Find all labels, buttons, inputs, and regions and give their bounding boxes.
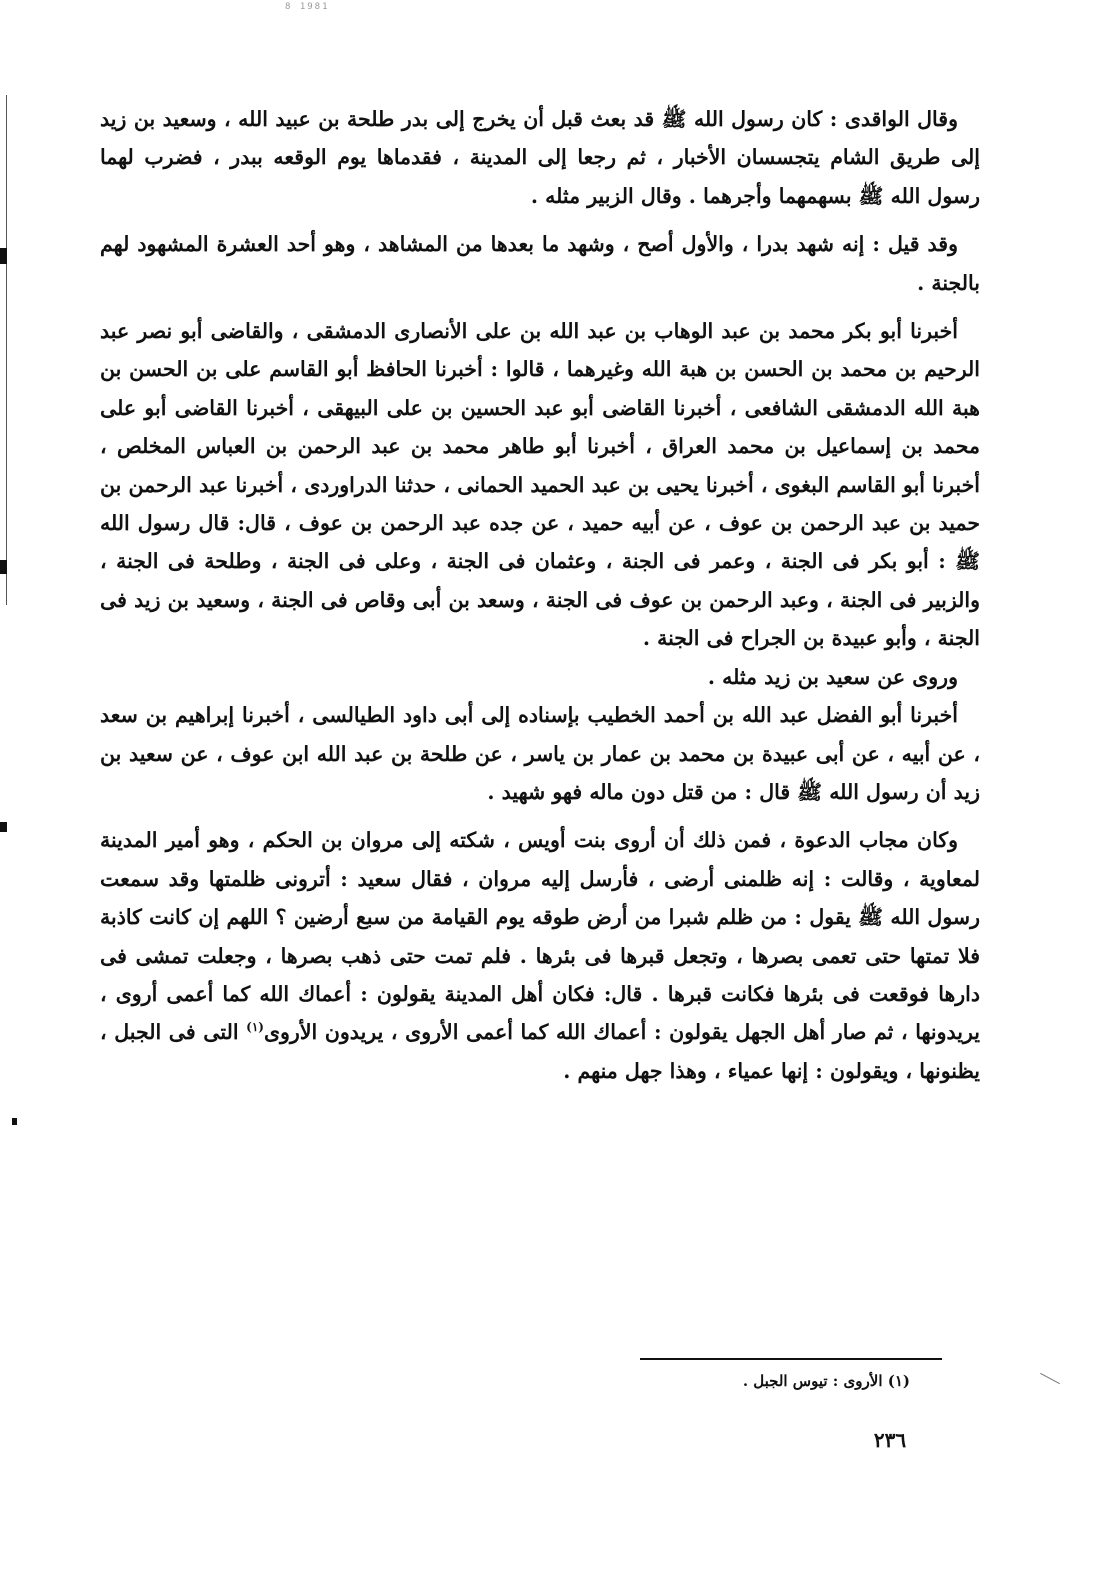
scan-edge-line: [6, 95, 7, 605]
paragraph: أخبرنا أبو الفضل عبد الله بن أحمد الخطيب بإسناده إلى أبى داود الطيالسى ، أخبرنا إبراهيم بن سعد ، عن أبيه ، عن أبى عبيدة بن محمد بن عمار بن ياسر ، عن طلحة بن عبد الله ابن عوف ، عن سعيد بن زيد أن رسول الله ﷺ قال : من قتل دون ماله فهو شهيد .: [100, 703, 980, 804]
paragraph: أخبرنا أبو بكر محمد بن عبد الوهاب بن عبد الله بن على الأنصارى الدمشقى ، والقاضى أبو نصر عبد الرحيم بن محمد بن الحسن بن هبة الله وغيرهما ، قالوا : أخبرنا الحافظ أبو القاسم على بن الحسن بن هبة الله الدمشقى الشافعى ، أخبرنا القاضى أبو عبد الحسين بن على البيهقى ، أخبرنا القاضى أبو على محمد بن إسماعيل بن محمد العراق ، أخبرنا أبو طاهر محمد بن عبد الرحمن بن العباس المخلص ، أخبرنا أبو القاسم البغوى ، أخبرنا يحيى بن عبد الحميد الحمانى ، حدثنا الدراوردى ، أخبرنا عبد الرحمن بن حميد بن عبد الرحمن بن عوف ، عن أبيه حميد ، عن جده عبد الرحمن بن عوف ، قال: قال رسول الله ﷺ : أبو بكر فى الجنة ، وعمر فى الجنة ، وعثمان فى الجنة ، وعلى فى الجنة ، وطلحة فى الجنة ، والزبير فى الجنة ، وعبد الرحمن بن عوف فى الجنة ، وسعد بن أبى وقاص فى الجنة ، وسعيد بن زيد فى الجنة ، وأبو عبيدة بن الجراح فى الجنة .: [100, 319, 980, 651]
body-text: [100, 100, 980, 1100]
scan-top-mark: 8 1981: [285, 2, 330, 12]
paragraph: وروى عن سعيد بن زيد مثله .: [707, 664, 958, 689]
paragraph-tail: التى فى الجبل ، يظنونها ، ويقولون : إنها عمياء ، وهذا جهل منهم .: [100, 1020, 980, 1083]
paragraph-text: وكان مجاب الدعوة ، فمن ذلك أن أروى بنت أويس ، شكته إلى مروان بن الحكم ، وهو أمير المدينة لمعاوية ، وقالت : إنه ظلمنى أرضى ، فأرسل إليه مروان ، فقال سعيد : أترونى ظلمتها وقد سمعت رسول الله ﷺ يقول : من ظلم شبرا من أرض طوقه يوم القيامة من سبع أرضين ؟ اللهم إن كانت كاذبة فلا تمتها حتى تعمى بصرها ، وتجعل قبرها فى بئرها . فلم تمت حتى ذهب بصرها ، وجعلت تمشى فى دارها فوقعت فى بئرها فكانت قبرها . قال: فكان أهل المدينة يقولون : أعماك الله كما أعمى أروى ، يريدونها ، ثم صار أهل الجهل يقولون : أعماك الله كما أعمى الأروى ، يريدون الأروى: [100, 828, 981, 1045]
footnote: (١) الأروى : تيوس الجبل .: [742, 1372, 910, 1390]
paragraph: وقد قيل : إنه شهد بدرا ، والأول أصح ، وشهد ما بعدها من المشاهد ، وهو أحد العشرة المشهود لهم بالجنة .: [100, 232, 980, 295]
scan-edge-mark: [0, 822, 7, 832]
scan-corner-tick: [1040, 1373, 1060, 1384]
footnote-marker: (١): [246, 1020, 264, 1035]
scan-edge-mark: [0, 560, 7, 574]
paragraph-last: [100, 821, 980, 1090]
footnote-divider: [640, 1358, 942, 1360]
paragraph: وقال الواقدى : كان رسول الله ﷺ قد بعث قبل أن يخرج إلى بدر طلحة بن عبيد الله ، وسعيد بن زيد إلى طريق الشام يتجسسان الأخبار ، ثم رجعا إلى المدينة ، فقدماها يوم الوقعه ببدر ، فضرب لهما رسول الله ﷺ بسهمهما وأجرهما . وقال الزبير مثله .: [100, 107, 980, 208]
page-number: ٢٣٦: [873, 1428, 907, 1452]
scan-edge-mark: [0, 248, 7, 264]
scan-dot-mark: [12, 1118, 17, 1125]
